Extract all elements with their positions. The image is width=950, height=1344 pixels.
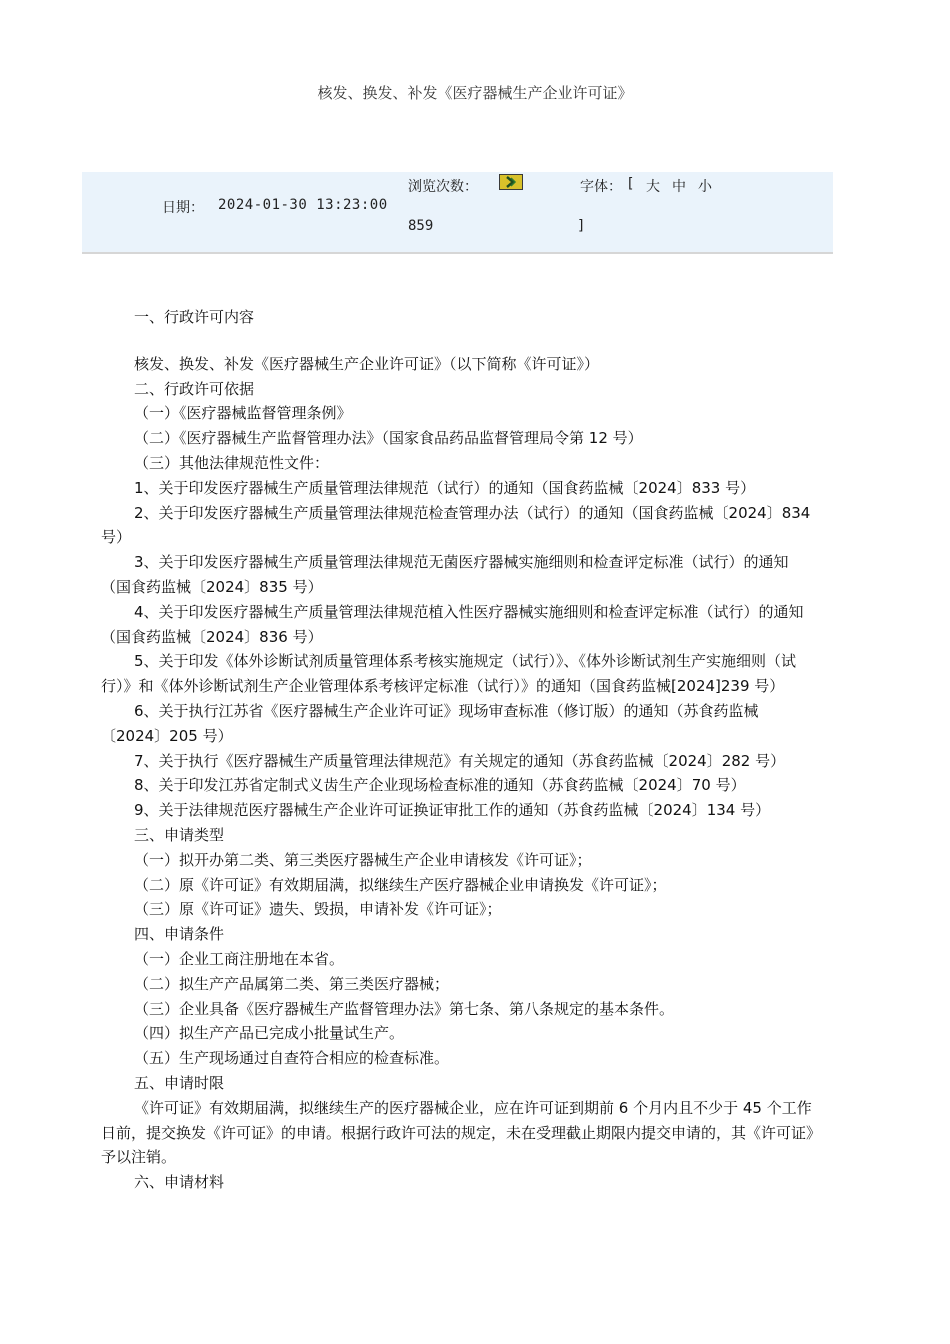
section-heading: 一、行政许可内容 — [134, 308, 255, 326]
paragraph: （四）拟生产产品已完成小批量试生产。 — [134, 1024, 405, 1043]
info-bar — [82, 172, 833, 254]
list-item: 3、关于印发医疗器械生产质量管理法律规范无菌医疗器械实施细则和检查评定标准（试行）的通知（国食药监械〔2024〕835 号） — [101, 553, 789, 596]
list-item: 5、关于印发《体外诊断试剂质量管理体系考核实施规定（试行）》、《体外诊断试剂生产实施细则（试行）》和《体外诊断试剂生产企业管理体系考核评定标准（试行）》的通知（国食药监械[2024]239 号） — [101, 652, 797, 696]
list-item: 6、关于执行江苏省《医疗器械生产企业许可证》现场审查标准（修订版）的通知（苏食药监械〔2024〕205 号） — [101, 701, 759, 745]
views-label: 浏览次数： — [408, 179, 478, 195]
counter-icon — [499, 174, 523, 190]
section-heading: 五、申请时限 — [134, 1073, 225, 1092]
paragraph: （一）《医疗器械监督管理条例》 — [134, 404, 352, 423]
paragraph: （二）拟生产产品属第二类、第三类医疗器械； — [134, 974, 450, 993]
section-heading: 六、申请材料 — [134, 1173, 225, 1192]
paragraph: 核发、换发、补发《医疗器械生产企业许可证》（以下简称《许可证》） — [134, 354, 600, 373]
list-item: 9、关于法律规范医疗器械生产企业许可证换证审批工作的通知（苏食药监械〔2024〕134 号） — [134, 801, 771, 820]
list-item: 8、关于印发江苏省定制式义齿生产企业现场检查标准的通知（苏食药监械〔2024〕70 号） — [134, 776, 746, 795]
paragraph: 《许可证》有效期届满，拟继续生产的医疗器械企业，应在许可证到期前 6 个月内且不少于 45 个工作日前，提交换发《许可证》的申请。根据行政许可法的规定，未在受理截止期限内提交申请的，其《许可证》予以注销。 — [101, 1098, 814, 1167]
list-item: 4、关于印发医疗器械生产质量管理法律规范植入性医疗器械实施细则和检查评定标准（试行）的通知（国食药监械〔2024〕836 号） — [101, 602, 804, 646]
page-title: 核发、换发、补发《医疗器械生产企业许可证》 — [317, 84, 633, 102]
bracket-open: [ — [628, 176, 634, 192]
font-size-large-link[interactable]: 大 — [646, 179, 660, 195]
date-value: 2024-01-30 13:23:00 — [218, 197, 388, 213]
font-size-label: 字体： — [580, 179, 622, 195]
font-size-small-link[interactable]: 小 — [698, 179, 712, 195]
date-label: 日期： — [162, 200, 204, 216]
paragraph: （二）原《许可证》有效期届满，拟继续生产医疗器械企业申请换发《许可证》； — [134, 875, 667, 894]
paragraph: （一）拟开办第二类、第三类医疗器械生产企业申请核发《许可证》； — [134, 850, 592, 869]
list-item: 1、关于印发医疗器械生产质量管理法律规范（试行）的通知（国食药监械〔2024〕833 号） — [134, 478, 756, 497]
list-item: 7、关于执行《医疗器械生产质量管理法律规范》有关规定的通知（苏食药监械〔2024〕282 号） — [134, 751, 786, 770]
paragraph: （三）原《许可证》遗失、毁损，申请补发《许可证》； — [134, 900, 502, 919]
views-count: 859 — [408, 218, 434, 234]
paragraph: （三）企业具备《医疗器械生产监督管理办法》第七条、第八条规定的基本条件。 — [134, 999, 675, 1018]
section-heading: 三、申请类型 — [134, 825, 225, 844]
section-heading: 四、申请条件 — [134, 925, 225, 944]
font-size-medium-link[interactable]: 中 — [672, 179, 686, 195]
article-body — [101, 305, 815, 1195]
paragraph: （一）企业工商注册地在本省。 — [134, 949, 345, 968]
paragraph: （二）《医疗器械生产监督管理办法》（国家食品药品监督管理局令第 12 号） — [134, 429, 643, 448]
paragraph: （三）其他法律规范性文件： — [134, 453, 330, 472]
bracket-close: ] — [578, 218, 584, 234]
list-item: 2、关于印发医疗器械生产质量管理法律规范检查管理办法（试行）的通知（国食药监械〔2024〕834 号） — [101, 503, 811, 547]
paragraph: （五）生产现场通过自查符合相应的检查标准。 — [134, 1049, 450, 1068]
section-heading: 二、行政许可依据 — [134, 379, 255, 398]
